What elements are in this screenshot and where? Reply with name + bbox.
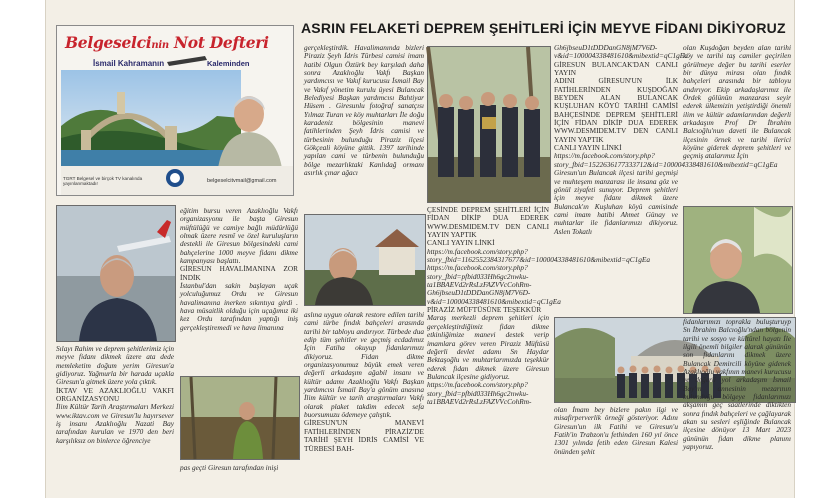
photo-mosque-portrait (304, 214, 426, 306)
article-headline: ASRIN FELAKETİ DEPREM ŞEHİTLERİ İÇİN MEYVE FİDANI DİKİYORUZ (301, 20, 786, 36)
paragraph: eğitim bursu veren Azaklıoğlu Vakfı organizasyonu ile başta Giresun müftülüğü ve camiye bağlı müdürlüğü olmak üzere resmî ve özel kuruluşların destekli ile Giresun bölgesindeki cami bahçelerine 1000 meyve fidanı dikme kampanyası başlattı. (180, 206, 298, 266)
subheading: GİRESUN HAVALİMANINA ZOR İNDİK (180, 264, 298, 282)
paragraph: aslına uygun olarak restore edilen tarihi cami türbe fındık bahçeleri arasında tarihi bir tabloyu andırıyor. Türbede dua edip tüm şehitler ve geçmiş ecdadımız İçin Fatiha okuyup fidanlarımızı dikiyoruz. Fidan dikme organizasyonumuz büyük emek veren değerli arkadaşım ağabil insanı ve kültür adamı Azaklıoğlu Vakfı Başkan yardımcısı İsmail Bay'a gönüm anasına İlim kültür ve tarih araştırmaları Vakfı olarak plaket takdim edecek sefa buorsumuzu ödemeye çalıştık. (304, 310, 424, 420)
column-3-lower-text (304, 311, 424, 494)
paragraph: İstanbul'dan sakin başlayan uçak yolculuğumuz Ordu ve Giresun havalimanına inerken sıkıntıya girdi . hava müsaitlik olduğu için uçağımız iki kez Ordu tarafından yaptığı iniş gerçekleştiremedi ve hava limanına (180, 281, 298, 332)
subheading: CANLI YAYIN LİNKİ (427, 238, 495, 248)
column-3-text (304, 44, 424, 209)
subheading: GİRESUN BULANCAK'DAN CANLI YAYIN (554, 59, 678, 78)
column-6-text: olan Kuşdoğan beyden alan tarihi köy ve tarihi taş camiler geçirilen görülmeye değer bu tarihi eserler bir dünya mirası olan fındık bahçeleri arasında bir tabloyu andırıyor. Ekip arkadaşlarımız ile Ördek gölünün manzarası seyir ederek ülkemizin yetiştirdiği önemli ilim ve kültür adamlarından değerli arkadaşım Prof Dr İbrahim Balcıoğlu'nun daveti ile Bulancak ilçesinin örnek ve tarihi ilerici köyüne giderek deprem şehitleri ve geçmiş atalarımız İçin (683, 43, 791, 161)
banner-pen-label: Kaleminden (207, 59, 250, 68)
banner-title: Belgeselcinin Not Defteri (65, 33, 269, 52)
paragraph: Giresun'un Bulancak ilçesi tarihi geçmişi ve muhteşem manzarası ile insana göz ve gönül ziyafeti sunuyor. Deprem şehitleri için meyve fidanı dikmek üzere Bulancak'ın Kuşluhan köyü camisinde cami imam hatibi Ahmet Günay ve muhtarlar ile fidanlarımızı dikiyoruz. Aslen Tokatlı (554, 168, 678, 236)
column-banner (56, 25, 294, 196)
banner-author: İsmail Kahramanın (93, 59, 165, 68)
paragraph: Sılayı Rahim ve deprem şehitlerimiz için meyve fidanı dikmek üzere ata dede memleketim doğum yerim Giresun'a gidiyoruz. Yağmurla bir harada uçakla Giresun'a gitmek üzere yola çıktık. (56, 344, 174, 387)
subheading: CANLI YAYIN LİNKİ (554, 143, 622, 153)
link-text[interactable]: Gh6jbseuD1tDDDanGN8jM7V6D-v&id=100004338481610&mibextid=qC1gEa (554, 43, 688, 61)
paragraph: gerçekleştirdik. Havalimanında bizleri Piraziz Şeyh İdris Türbesi camisi imam hatibi Olgun Öztürk bey karşıladı daha sonra Azaklıoğlu Vakfı Başkan yardımcısı ve Vakıf kurucusu İsmail Bay ve Vakıf yönetim kurulu üyesi Bulancak Belediyesi Başkan yardımcısı Bahtiyar Hüsem . Giresunlu fotoğraf sanatçısı Yılmaz Turan ve köy muhtarları İle doğu karadeniz bölgesinin manevi fatihlerinden Şeyh İdris camisi ve türbesinin bulunduğu Piraziz ilçesi Gökçeali köyüne gittik. 1397 tarihinde yapılan cami ve türbenin bulunduğu bölge mezarlıktaki Kanlıdağ ormanı asırlık çınar ağacı (304, 43, 424, 178)
link-text[interactable]: https://m.facebook.com/story.php?story_fbid=1162552384317677&id=100004338481610&mibextid=qC1gEa (427, 246, 650, 265)
column-1-text (56, 345, 174, 493)
subheading: PİRAZİZ MÜFTÜSÜNE TEŞEKKÜR (427, 305, 542, 315)
banner-email: belgeselcitvmail@gmail.com (207, 178, 277, 184)
photo-tree-planting (180, 376, 300, 460)
column-6-lower-text: fidanlarımızı toprakla buluşturuyp Sn İbrahim Balcıoğlu'ndan bölgenin tarihi ve sosyo ve kültürel hayatı İle ilgili önemli bilgiler alarak gününün son fidanlarını dikmek üzere Bulancak Demircili köyüne gidenek Azaklıoğlu vakfının manevi kurucusu ve değerli yol arkadaşım İsmail Bay'ın annesinin mezarının bulunduğu bölgeye fidanlarımızı akşamın geç saatlerinde diktikten sonra fındık bahçeleri ve çağlayarak akan su sesleri eşliğinde Bulancak ilçesine dönüyor 13 Mart 2023 gününün fidan dikme planını yapıyoruz. (683, 317, 792, 452)
column-5-lower-text: olan İmam bey bizlere pakın ilgi ve misafirperverlik örneği gösteriyor. Adını Giresun'un ilk Fatihi ve Giresun'u Fatih'in Trabzon'u fethinden 160 yıl önce 1301 yılında fetih eden Giresun Kalesi önünden şehit (554, 405, 678, 456)
link-text[interactable]: https://m.facebook.com/story.php?story_fbid=pfbid033Hh6gc2nwku-ta1BBAEVd2rRsLzFAZVVcCohRm- (427, 380, 532, 406)
paragraph: Maraş merkezli deprem şehitleri için gerçekleştirdiğimiz fidan dikme etkinliğimize manevi destek verip imamlara görev veren Piraziz Müftüsü değerli devlet adamı Sn Haydar Bektaşoğlu ve muhtarlarımızda teşekkür ederek fidan dikmek üzere Giresun Bulancak ilçesine gidiyoruz. (427, 313, 549, 381)
subheading: ÇESİNDE DEPREM ŞEHİTLERİ İÇİN FİDAN DİKİP DUA EDEREK WWW.DESMIDEM.TV DEN CANLI YAYIN YAPTIK (427, 205, 549, 240)
column-2-caption: pas geçti Giresun tarafından inişi (180, 463, 279, 472)
photo-group-plaque (427, 46, 551, 203)
paragraph: İlim Kültür Tarih Araştırmaları Merkezi www.iktav.com ve Giresun'lu hayırsever iş insanı Azaklıoğlu Nazati Bay tarafından kurulan ve 1970 den beri karşılıksız on binlerce öğrenciye (56, 402, 174, 445)
newspaper-page (46, 0, 794, 498)
subheading: GİRESUN'UN MANEVİ FATİHLERİNDEN PİRAZİZ'DE TARİHİ ŞEYH İDRİS CAMİSİ VE TÜRBESİ BAH- (304, 418, 424, 453)
photo-professor-portrait (683, 206, 793, 314)
banner-footer-note: TGRT Belgesel ve birçok TV kanalında yayınlanmaktadır (63, 176, 143, 187)
link-text[interactable]: https://m.facebook.com/story.php?story_fbid=1522636177333712&id=100004338481610&mibextid=qC1gEa (554, 151, 778, 169)
subheading: İKTAV VE AZAKLIOĞLU VAKFI ORGANİZASYONU (56, 385, 174, 404)
link-text[interactable]: https://m.facebook.com/story.php?story_fbid=pfbid033Hh6gc2nwku-ta1BBAEVd2rRsLzFAZVVcCohRm-Gh6jbseuD1tDDDanGN8jM7V6D-v&id=100004338481610&mibextid=qC1gEa (427, 263, 561, 306)
subheading: ADINI GİRESUN'UN İLK FATİHLERİNDEN KUŞDOĞAN BEYDEN ALAN BULANCAK KUŞLUHAN KÖYÜ TARİHİ CAMİSİ BAHÇESİNDE DEPREM ŞEHİTLERİ İÇİN FİDAN DİKİP DUA EDEREK WWW.DESMIDEM.TV DEN CANLI YAYIN YAPTIK (554, 76, 678, 144)
column-2-text (180, 207, 298, 373)
photo-airport-portrait (56, 205, 176, 342)
